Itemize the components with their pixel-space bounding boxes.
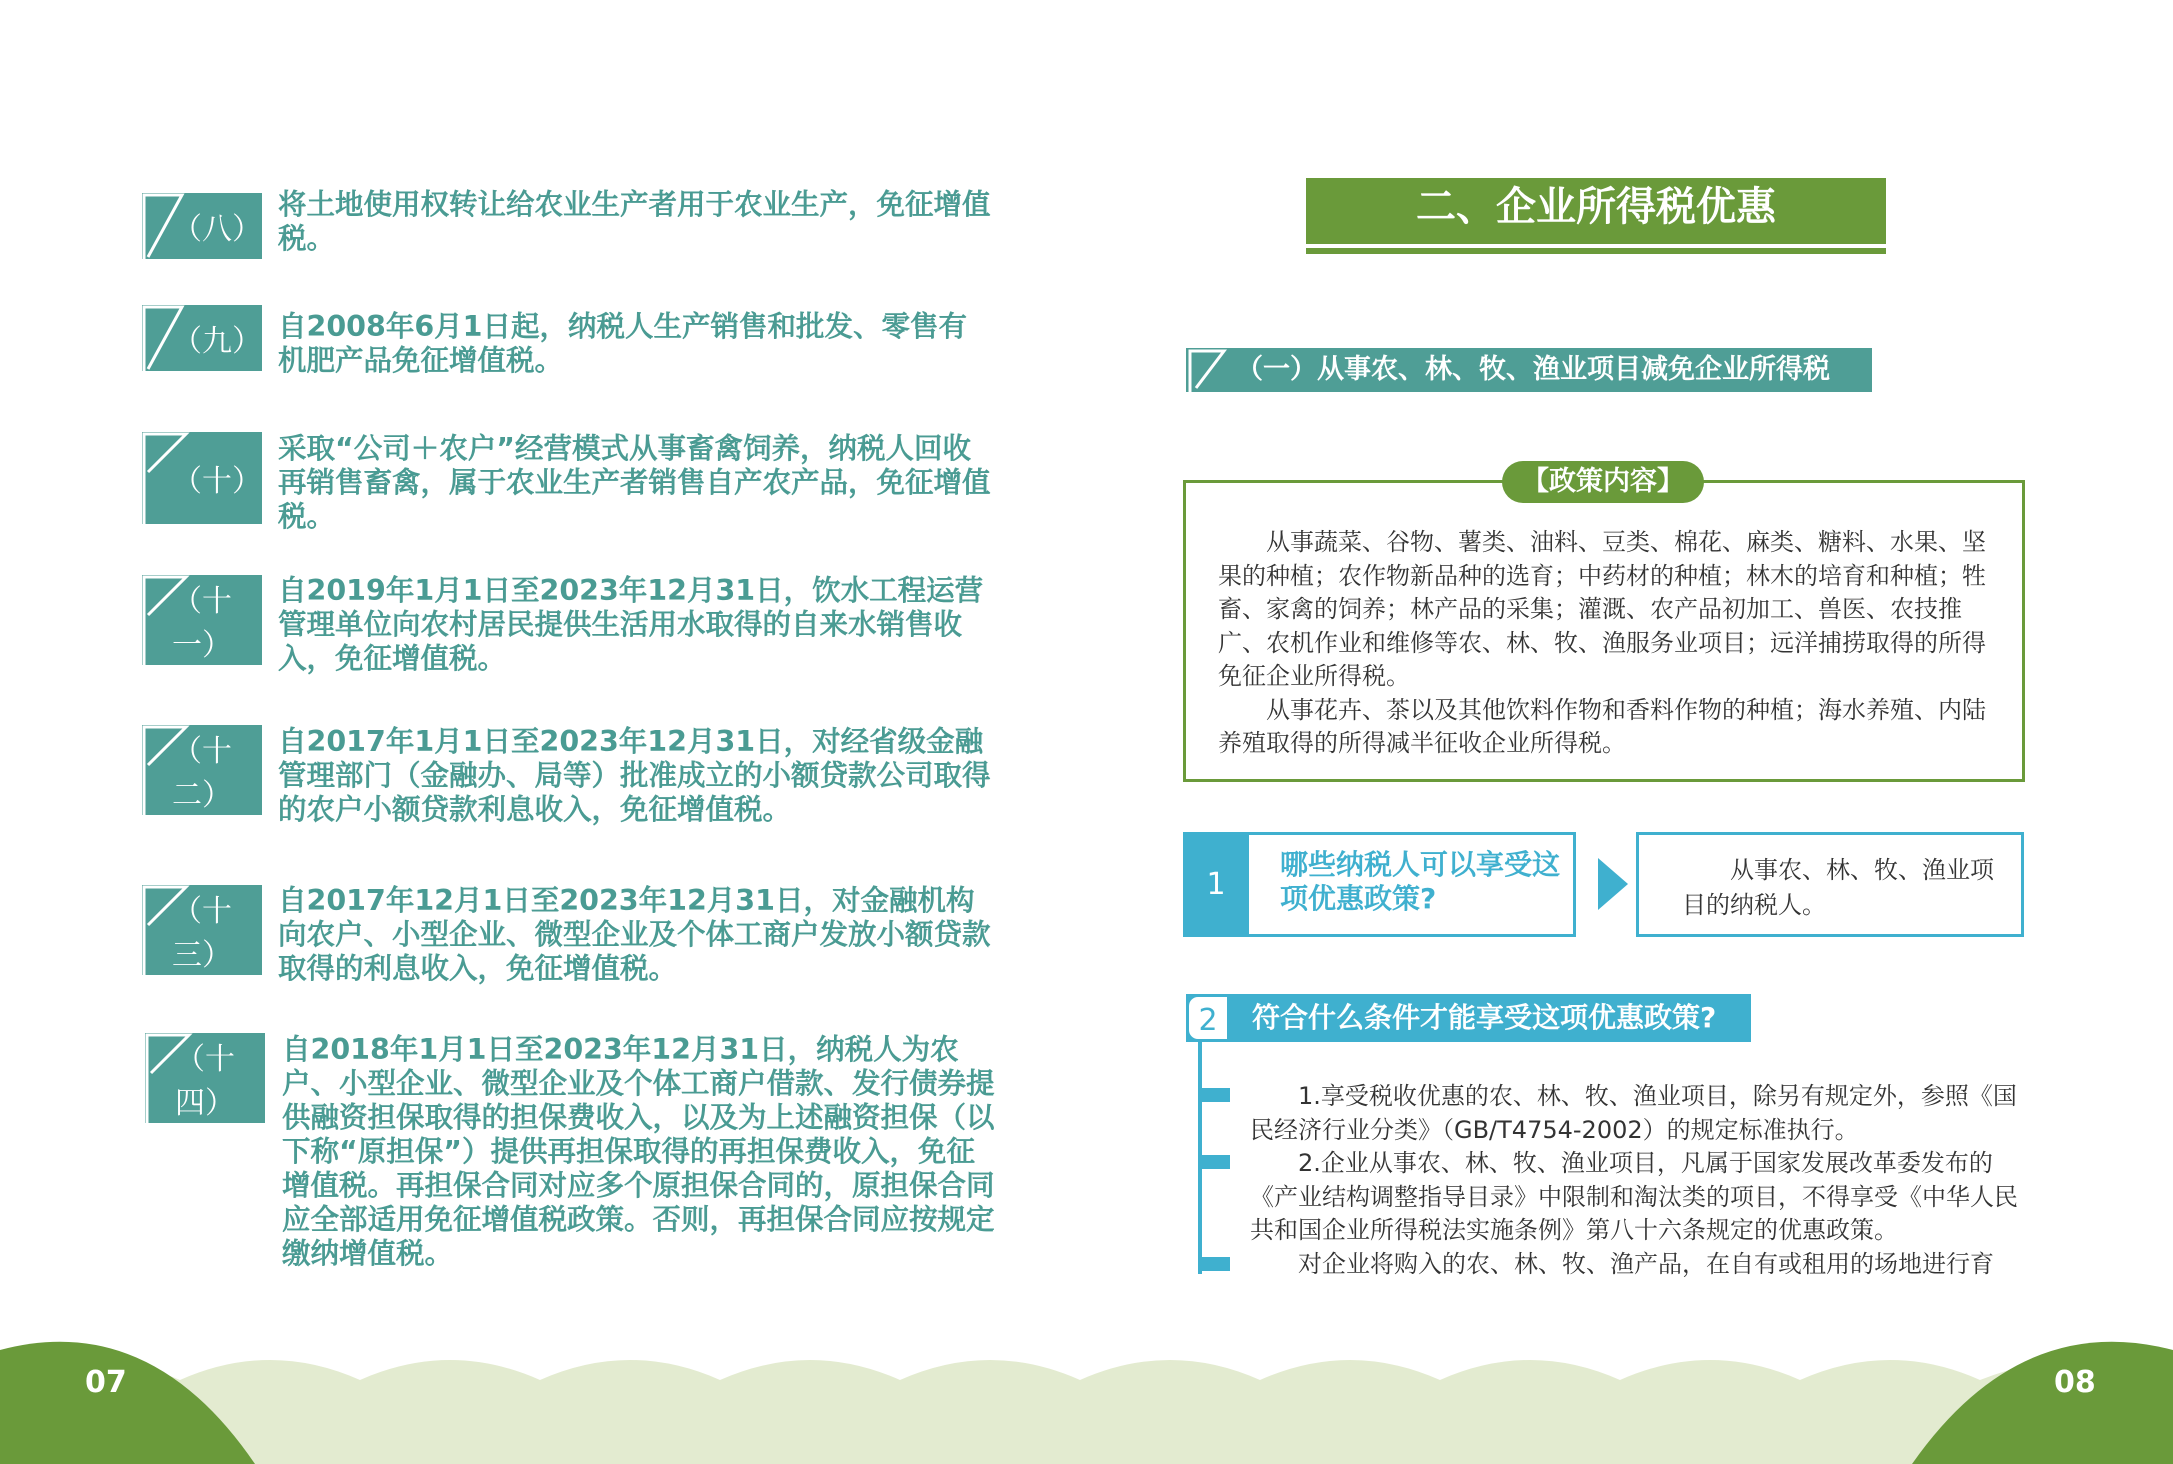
section-title: 二、企业所得税优惠 (1306, 178, 1886, 248)
timeline-tick (1198, 1257, 1230, 1271)
question-bar (1186, 994, 1751, 1042)
question-text: 哪些纳税人可以享受这项优惠政策? (1280, 848, 1561, 915)
timeline-tick (1198, 1088, 1230, 1102)
policy-content (1218, 526, 2000, 761)
item-label: （八） (172, 212, 262, 247)
item-text: 将土地使用权转让给农业生产者用于农业生产，免征增值税。 (278, 188, 991, 255)
policy-paragraph: 从事蔬菜、谷物、薯类、油料、豆类、棉花、麻类、糖料、水果、坚果的种植；农作物新品种的选育；中药材的种植；林木的培育和种植；牲畜、家禽的饲养；林产品的采集；灌溉、农产品初加工、兽医、农技推广、农机作业和维修等农、林、牧、渔服务业项目；远洋捕捞取得的所得免征企业所得税。 (1218, 528, 1986, 690)
condition-paragraph: 对企业将购入的农、林、牧、渔产品，在自有或租用的场地进行育 (1298, 1249, 1994, 1278)
conditions-content (1250, 1080, 2025, 1281)
item-text: 自2017年1月1日至2023年12月31日，对经省级金融管理部门（金融办、局等）批准成立的小额贷款公司取得的农户小额贷款利息收入，免征增值税。 (278, 725, 991, 826)
slash-arrow-icon (142, 193, 192, 259)
page-number-right: 08 (2054, 1365, 2096, 1400)
item-badge (145, 1033, 265, 1123)
item-badge (142, 305, 262, 371)
item-label: （十） (172, 464, 262, 499)
footer-wave (0, 1320, 2173, 1464)
item-label: （九） (172, 324, 262, 359)
sub-title-text: （一）从事农、林、牧、渔业项目减免企业所得税 (1236, 354, 1830, 385)
slash-arrow-icon (142, 432, 192, 524)
question-number: 1 (1183, 832, 1249, 937)
policy-label: 【政策内容】 (1502, 461, 1704, 503)
item-text: 自2019年1月1日至2023年12月31日，饮水工程运营管理单位向农村居民提供生活用水取得的自来水销售收入，免征增值税。 (278, 574, 984, 675)
slash-arrow-icon (142, 725, 192, 815)
item-text: 自2017年12月1日至2023年12月31日，对金融机构向农户、小型企业、微型企业及个体工商户发放小额贷款取得的利息收入，免征增值税。 (278, 884, 991, 985)
item-label: （十二） (172, 734, 232, 813)
slash-arrow-icon (142, 305, 192, 371)
slash-arrow-icon (142, 885, 192, 975)
item-badge (142, 575, 262, 665)
timeline-tick (1198, 1155, 1230, 1169)
condition-paragraph: 2.企业从事农、林、牧、渔业项目，凡属于国家发展改革委发布的《产业结构调整指导目录》中限制和淘汰类的项目，不得享受《中华人民共和国企业所得税法实施条例》第八十六条规定的优惠政策。 (1250, 1149, 2018, 1244)
triangle-arrow-icon (1598, 858, 1628, 910)
item-badge (142, 193, 262, 259)
slash-arrow-icon (1186, 348, 1230, 392)
condition-paragraph: 1.享受税收优惠的农、林、牧、渔业项目，除另有规定外，参照《国民经济行业分类》（GB/T4754-2002）的规定标准执行。 (1250, 1082, 2017, 1144)
item-text: 自2018年1月1日至2023年12月31日，纳税人为农户、小型企业、微型企业及个体工商户借款、发行债券提供融资担保取得的担保费收入，以及为上述融资担保（以下称“原担保”）提供再担保取得的再担保费收入，免征增值税。再担保合同对应多个原担保合同的，原担保合同应全部适用免征增值税政策。否则，再担保合同应按规定缴纳增值税。 (282, 1033, 995, 1270)
item-badge (142, 885, 262, 975)
item-text: 采取“公司＋农户”经营模式从事畜禽饲养，纳税人回收再销售畜禽，属于农业生产者销售自产农产品，免征增值税。 (278, 432, 991, 533)
sub-title (1186, 348, 1872, 392)
item-badge (142, 432, 262, 524)
item-label: （十四） (175, 1042, 235, 1121)
item-badge (142, 725, 262, 815)
item-label: （十三） (172, 894, 232, 973)
slash-arrow-icon (145, 1033, 195, 1123)
slash-arrow-icon (142, 575, 192, 665)
item-text: 自2008年6月1日起，纳税人生产销售和批发、零售有机肥产品免征增值税。 (278, 310, 967, 377)
question-text: 符合什么条件才能享受这项优惠政策? (1252, 1001, 1717, 1034)
question-number: 2 (1186, 994, 1230, 1042)
policy-paragraph: 从事花卉、茶以及其他饮料作物和香料作物的种植；海水养殖、内陆养殖取得的所得减半征收企业所得税。 (1218, 695, 1986, 757)
page-number-left: 07 (85, 1365, 127, 1400)
item-label: （十一） (172, 584, 232, 663)
answer-text: 从事农、林、牧、渔业项目的纳税人。 (1682, 856, 1994, 919)
